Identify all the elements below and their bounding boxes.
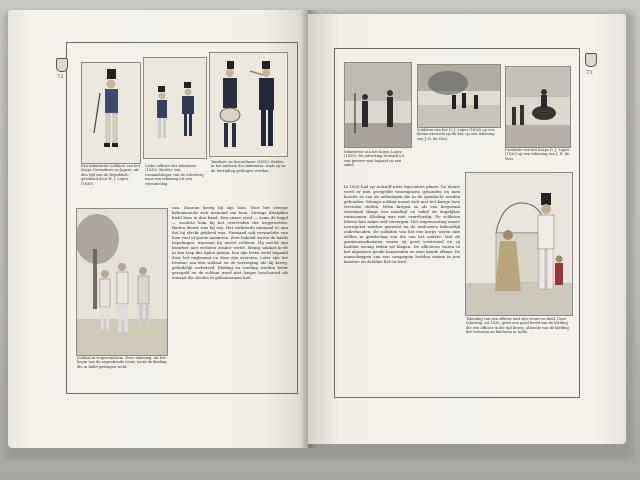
right-page-body-text: In 1830 had op zichzelf niets bijzonders plaats. De dienst werd er met geregelde tussenpozen gehouden en men hoorde er van de oefeningen die in de openlucht werden gehouden. Menige soldaat moest zich met het karige loon tevreden stellen. Velen kregen zo als een korporaal tweemaal daags een maaltijd en enkel de dagelijkse rantsoenen. Kleding was niet overvloedig. De soldaten bleven hun zaken zelf verzorgen. Het wapenrusting moest nauwgezet worden gepoetst en de uniformen behoorlijk onderhouden. De soldaten van het ene korps waren niet zelden in gezelschap van die van het andere. Met de garnizoensdiensten waren zij goed vertrouwd en zij hadden weinig reden tot klagen. De officieren waren in het algemeen goede kameraden en men kende elkaar. De manschappen van een compagnie leefden samen in een kazerne en deelden lief en leed. <box>344 184 460 264</box>
caption-fig3: Tamboer en hoornblazer (1815). Beiden in het uniform der infanterie, zoals zij na de bevrijding gedragen werden. <box>211 160 286 173</box>
right-page-emblem <box>585 53 597 67</box>
caption-fig7: Cavalerie van het Korps D. J. Lopez (1830) op een tekening van J. D. de Voss. <box>505 148 570 161</box>
figure-infantry-lopez <box>344 62 412 148</box>
figure-cavalry <box>505 66 571 148</box>
figure-infantry-soldier <box>81 62 141 164</box>
figure-soldiers-exercise <box>417 64 501 128</box>
left-page-emblem <box>56 58 68 72</box>
caption-fig5: Infanterist van het Korps Lopez (1830). De uitrusting bestond uit een geweer met bajonet en een sabel. <box>344 150 405 168</box>
left-page-number: 72 <box>57 74 64 80</box>
right-page-number: 73 <box>586 70 593 76</box>
figure-officer-and-drummer <box>143 57 207 159</box>
figure-officer-family <box>465 172 573 316</box>
caption-fig6: Soldaten van het D. J. Lopez (1830) op een kleine exercitie op de hei, op een tekening van J. D. de Voss. <box>417 128 495 141</box>
caption-fig4: Soldaat in tropenuniform. Deze tekening, uit het begin van de negentiende eeuw, toont de kleding die in Indië gedragen werd. <box>77 356 167 369</box>
caption-fig1: Een infanterist (soldaat) van het Korps Grenadiers en Jagers, uit den tijd van de Republiek, getekend door H. J. Lopez (1810). <box>81 164 140 186</box>
left-page-body-text: van. Daarom kreeg hij zijn loon. Voor het overige bekommerde zich niemand om hem. Strenge discipline hield hem in den band. Een zware straf — soms de kogel — wachtte hem bij het overtreden der krijgswetten. Buiten dienst was hij vrij. Het verkeerde niemand er aan dat hij slecht gekleed was. Niemand ook verwachtte van hem veel of goede manieren. Zeer bekend waren de harde bepalingen, waaraan hij moest voldoen. Hij mocht zijn kwartier niet verlaten zonder verlof. Menig soldaat heeft in den loop der tijden gezien, hoe zijn leven werd bepaald door het reglement en door zijn oversten. Later zijn het bestuur van den soldaat en de verzorging die hij kreeg, geleidelijk verbeterd. Kleding en voeding werden beter geregeld en de soldaat werd niet langer beschouwd als iemand die slechts te gehoorzamen had. <box>172 205 288 280</box>
figure-drummer-and-bugler <box>209 52 288 157</box>
caption-fig2: Links: officier der infanterie (1830). Rechts: een trommelslager van de schutterij, naar een tekening uit een verzameling. <box>145 164 205 186</box>
figure-tropical-soldiers <box>76 208 168 356</box>
caption-fig8: Tekening van een officier met zijn vrouw en kind. Deze tekening, uit 1830, geeft een goed beeld van de kleding die een officier in die tijd droeg, alsmede van de kleding der vrouwen en kinderen in Indië. <box>466 317 569 335</box>
